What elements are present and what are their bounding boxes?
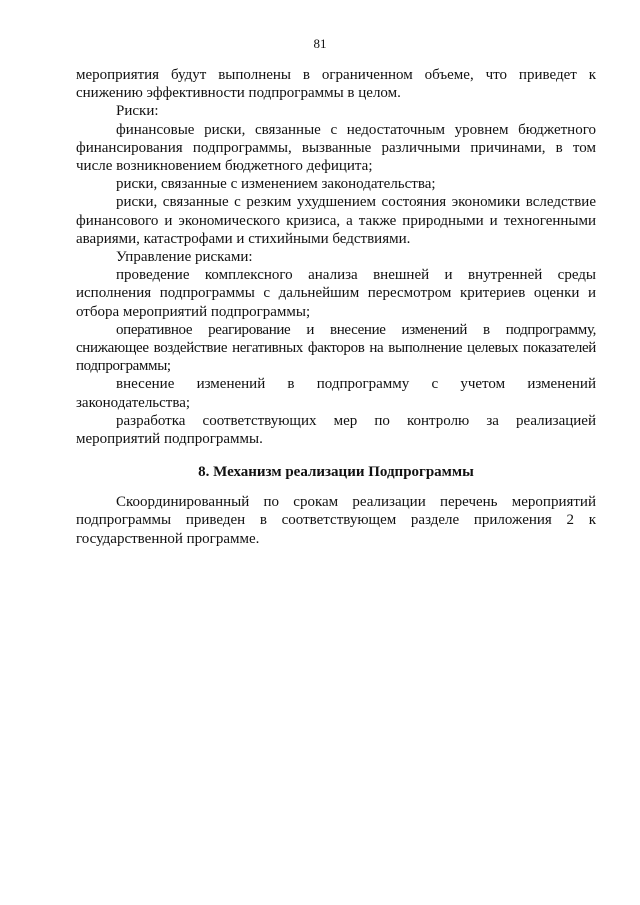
management-item-legislation: внесение изменений в подпрограмму с учетом изменений законодательства; (76, 376, 596, 411)
management-item-response: оперативное реагирование и внесение изменений в подпрограмму, снижающее воздействие негативных факторов на выполнение целевых показателей подпрограммы; (76, 321, 596, 375)
management-item-analysis: проведение комплексного анализа внешней и внутренней среды исполнения подпрограммы с дальнейшим пересмотром критериев оценки и отбора мероприятий подпрограммы; (76, 267, 596, 320)
risk-item-economic: риски, связанные с резким ухудшением состояния экономики вследствие финансового и экономического кризиса, а также природными и техногенными авариями, катастрофами и стихийными бедствиями. (76, 194, 596, 247)
risk-item-legislation: риски, связанные с изменением законодательства; (116, 176, 436, 193)
section-8-heading: 8. Механизм реализации Подпрограммы (198, 464, 474, 481)
risk-item-financial: финансовые риски, связанные с недостаточным уровнем бюджетного финансирования подпрограммы, вызванные различными причинами, в том числе возникновением бюджетного дефицита; (76, 121, 596, 175)
risk-management-heading: Управление рисками: (116, 249, 253, 266)
document-body (76, 66, 596, 548)
management-item-control: разработка соответствующих мер по контролю за реализацией мероприятий подпрограммы. (76, 412, 596, 448)
risks-heading: Риски: (116, 103, 159, 120)
section-8-paragraph: Скоординированный по срокам реализации перечень мероприятий подпрограммы приведен в соответствующем разделе приложения 2 к государственной программе. (76, 494, 596, 547)
page-number: 81 (313, 36, 327, 51)
paragraph-continuation: мероприятия будут выполнены в ограниченном объеме, что приведет к снижению эффективности подпрограммы в целом. (76, 67, 596, 102)
